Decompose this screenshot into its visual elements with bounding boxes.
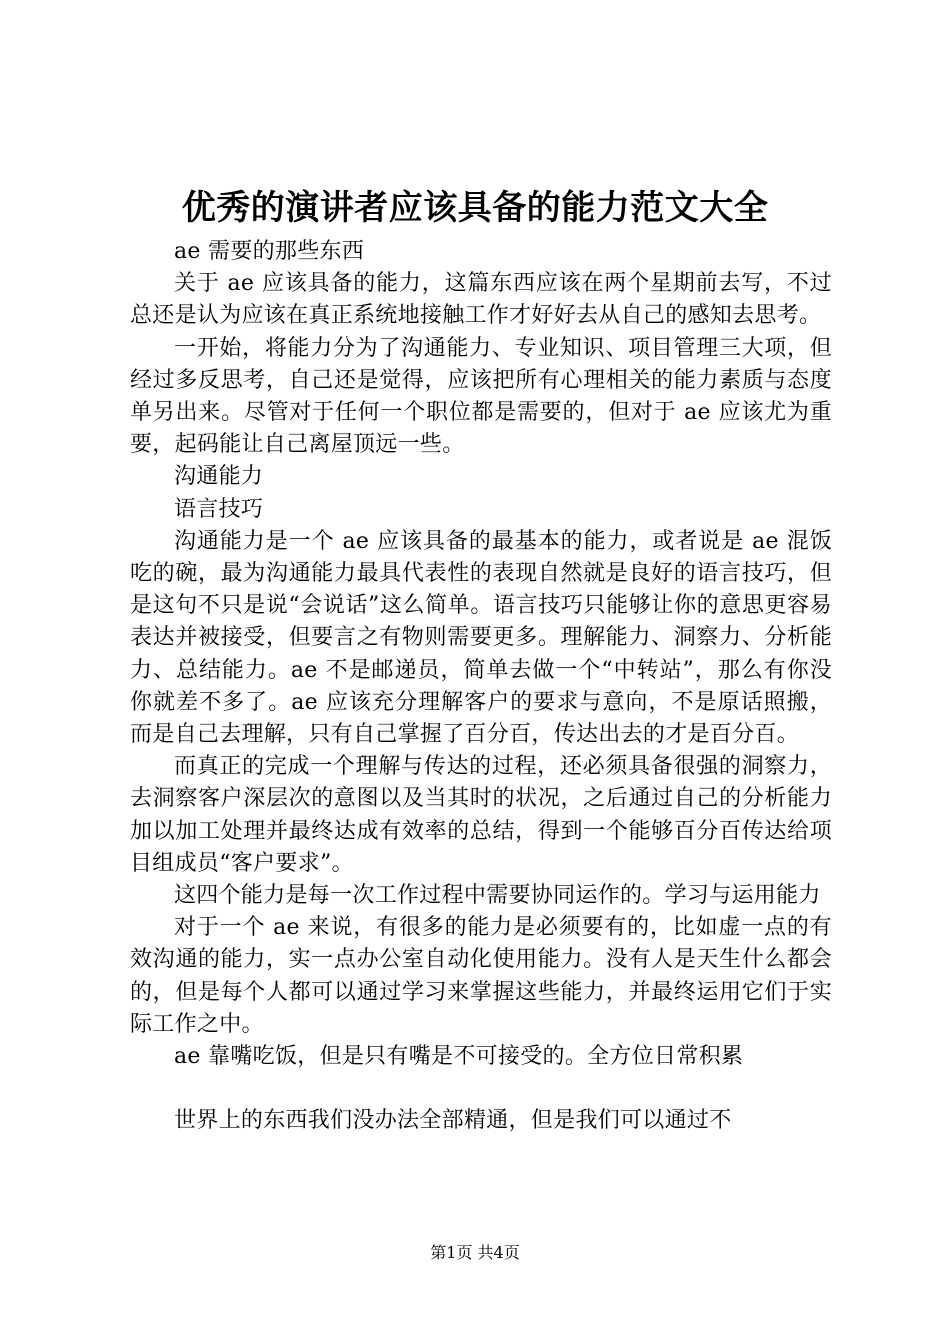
paragraph-insight: 而真正的完成一个理解与传达的过程，还必须具备很强的洞察力，去洞察客户深层次的意图以及当其时的状况，之后通过自己的分析能力加以加工处理并最终达成有效率的总结，得到一个能够百分百传达给项目组成员“客户要求”。 [130,754,832,876]
paragraph-subtitle: ae 需要的那些东西 [174,239,365,264]
heading-language-skills: 语言技巧 [174,496,264,522]
paragraph-learning: 对于一个 ae 来说，有很多的能力是必须要有的，比如虚一点的有效沟通的能力，实一点办公室自动化使用能力。没有人是天生什么都会的，但是每个人都可以通过学习来掌握这些能力，并最终运用它们于实际工作之中。 [130,915,832,1037]
paragraph-accumulation: ae 靠嘴吃饭，但是只有嘴是不可接受的。全方位日常积累 [174,1044,744,1070]
document-title: 优秀的演讲者应该具备的能力范文大全 [181,188,769,228]
paragraph-four-abilities: 这四个能力是每一次工作过程中需要协同运作的。学习与运用能力 [174,883,821,909]
paragraph-world: 世界上的东西我们没办法全部精通，但是我们可以通过不 [174,1108,732,1134]
paragraph-language-skills: 沟通能力是一个 ae 应该具备的最基本的能力，或者说是 ae 混饭吃的碗，最为沟通能力最具代表性的表现自然就是良好的语言技巧，但是这句不只是说“会说话”这么简单。语言技巧只能够让你的意思更容易表达并被接受，但要言之有物则需要更多。理解能力、洞察力、分析能力、总结能力。ae 不是邮递员，简单去做一个“中转站”，那么有你没你就差不多了。ae 应该充分理解客户的要求与意向，不是原话照搬，而是自己去理解，只有自己掌握了百分百，传达出去的才是百分百。 [130,528,832,748]
page-number-footer: 第1页 共4页 [430,1243,520,1262]
heading-communication: 沟通能力 [174,464,264,490]
paragraph-intro: 关于 ae 应该具备的能力，这篇东西应该在两个星期前去写，不过总还是认为应该在真正系统地接触工作才好好去从自己的感知去思考。 [130,271,832,329]
document-body [130,236,832,1137]
paragraph-categories: 一开始，将能力分为了沟通能力、专业知识、项目管理三大项，但经过多反思考，自己还是觉得，应该把所有心理相关的能力素质与态度单另出来。尽管对于任何一个职位都是需要的，但对于 ae 应该尤为重要，起码能让自己离屋顶远一些。 [130,335,832,458]
